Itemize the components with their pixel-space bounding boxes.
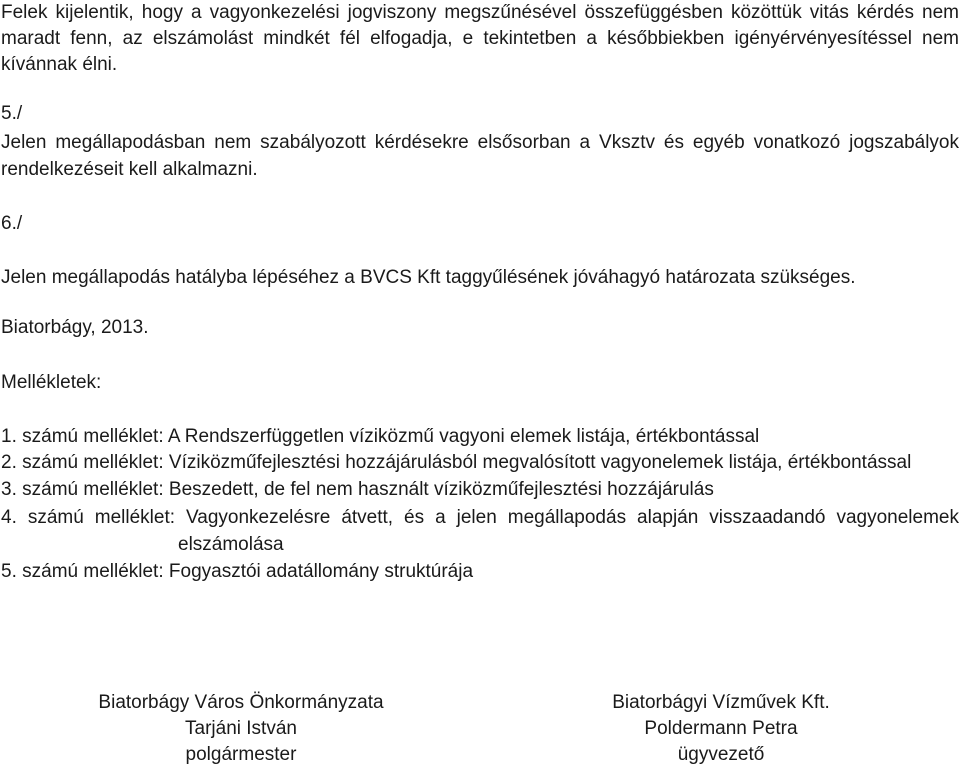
closing-paragraph-line-3: kívánnak élni. — [1, 54, 118, 75]
section-6-text: Jelen megállapodás hatályba lépéséhez a BVCS Kft taggyűlésének jóváhagyó határozata szükséges. — [1, 267, 856, 288]
signature-left — [61, 690, 421, 768]
signature-left-name: Tarjáni István — [185, 718, 297, 739]
signature-left-title: polgármester — [185, 744, 297, 765]
annexes-heading: Mellékletek: — [1, 372, 102, 393]
place-date: Biatorbágy, 2013. — [1, 317, 149, 338]
section-5-line-2: rendelkezéseit kell alkalmazni. — [1, 159, 258, 180]
section-6-number: 6./ — [1, 213, 23, 234]
annex-item-4-line-2: elszámolása — [178, 534, 284, 555]
annex-item-3: 3. számú melléklet: Beszedett, de fel nem használt víziközműfejlesztési hozzájárulás — [1, 479, 714, 500]
annex-item-1: 1. számú melléklet: A Rendszerfüggetlen víziközmű vagyoni elemek listája, értékbontással — [1, 426, 760, 447]
closing-paragraph-line-1: Felek kijelentik, hogy a vagyonkezelési jogviszony megszűnésével összefüggésben közöttük vitás kérdés nem — [1, 2, 959, 23]
signature-left-org: Biatorbágy Város Önkormányzata — [98, 692, 384, 713]
signature-right-org: Biatorbágyi Vízművek Kft. — [612, 692, 830, 713]
annex-item-2: 2. számú melléklet: Víziközműfejlesztési hozzájárulásból megvalósított vagyonelemek listája, értékbontással — [1, 452, 912, 473]
annex-item-4-line-1: 4. számú melléklet: Vagyonkezelésre átvett, és a jelen megállapodás alapján visszaadandó vagyonelemek — [1, 507, 959, 528]
signature-right — [561, 690, 881, 768]
section-5-number: 5./ — [1, 103, 23, 124]
section-5-line-1: Jelen megállapodásban nem szabályozott kérdésekre elsősorban a Vksztv és egyéb vonatkozó jogszabályok — [1, 132, 959, 153]
signature-right-title: ügyvezető — [677, 744, 765, 765]
closing-paragraph-line-2: maradt fenn, az elszámolást mindkét fél elfogadja, e tekintetben a későbbiekben igényérvényesítéssel nem — [1, 28, 959, 49]
signature-right-name: Poldermann Petra — [644, 718, 798, 739]
annex-item-5: 5. számú melléklet: Fogyasztói adatállomány struktúrája — [1, 561, 474, 582]
